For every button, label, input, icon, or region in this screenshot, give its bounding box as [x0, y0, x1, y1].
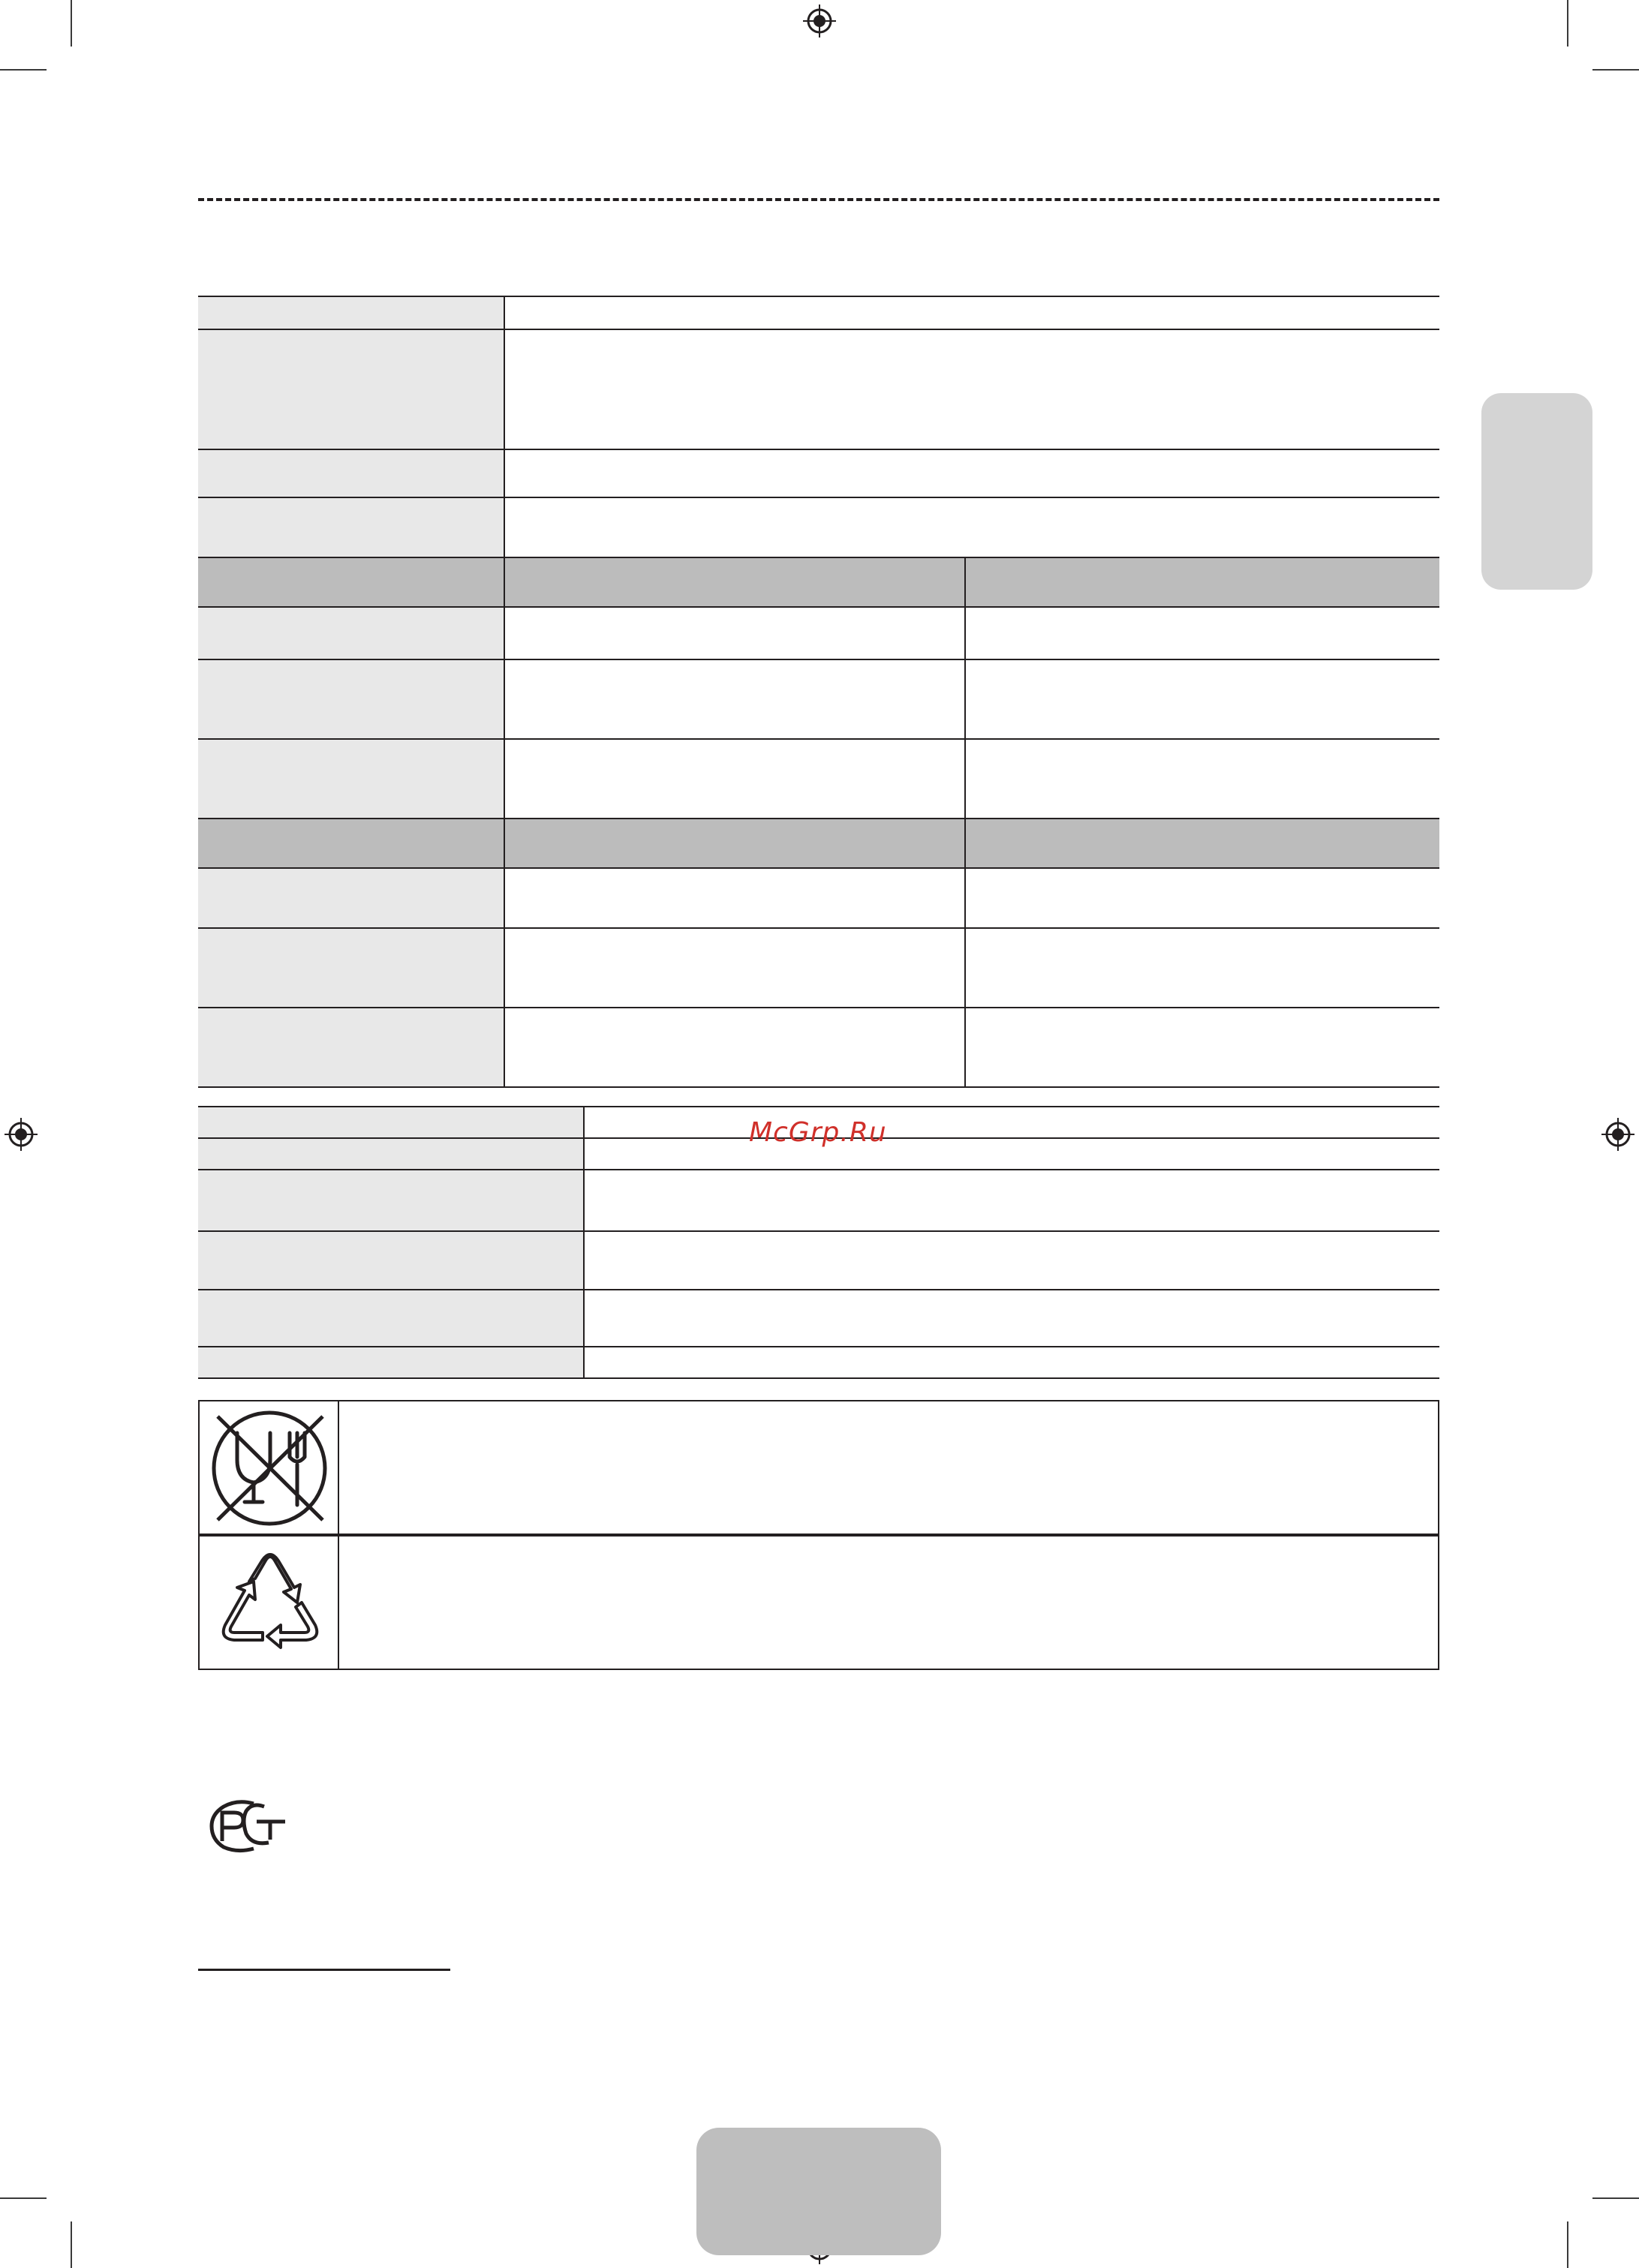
- spec-value-cell: [504, 497, 1439, 557]
- registration-mark-icon: [1601, 1118, 1634, 1151]
- spec-label-cell: [198, 1290, 584, 1347]
- spec-value-cell: [504, 659, 965, 739]
- spec-value-cell: [584, 1290, 1439, 1347]
- registration-mark-icon: [5, 1118, 38, 1151]
- language-side-tab: [1481, 393, 1592, 590]
- spec-value-cell: [584, 1138, 1439, 1170]
- spec-label-cell: [198, 329, 504, 449]
- spec-value-cell: [504, 607, 965, 659]
- spec-value-cell: [584, 1231, 1439, 1290]
- registration-mark-icon: [803, 5, 836, 38]
- spec-value-cell: [504, 739, 965, 819]
- spec-label-cell: [198, 1170, 584, 1231]
- header-cell: [198, 557, 504, 607]
- spec-value-cell: [965, 868, 1439, 928]
- spec-value-cell: [504, 928, 965, 1008]
- spec-label-cell: [198, 296, 504, 329]
- spec-value-cell: [504, 449, 1439, 497]
- recycling-notice-box: [198, 1535, 1439, 1670]
- table-row: [198, 1008, 1439, 1087]
- spec-label-cell: [198, 659, 504, 739]
- recycling-icon: [209, 1543, 332, 1666]
- table-row: [198, 1231, 1439, 1290]
- spec-label-cell: [198, 1138, 584, 1170]
- crop-mark: [0, 2197, 47, 2199]
- table-row: [198, 497, 1439, 557]
- spec-label-cell: [198, 607, 504, 659]
- spec-value-cell: [584, 1347, 1439, 1378]
- spec-label-cell: [198, 1008, 504, 1087]
- table-row: [198, 329, 1439, 449]
- spec-value-cell: [504, 1008, 965, 1087]
- section-divider: [198, 198, 1439, 201]
- watermark: McGrp.Ru: [749, 1117, 887, 1148]
- table-row: [198, 449, 1439, 497]
- crop-mark: [1592, 69, 1639, 71]
- table-row: [198, 296, 1439, 329]
- icon-cell: [200, 1537, 339, 1669]
- gost-r-certification-icon: [207, 1796, 290, 1856]
- spec-value-cell: [584, 1107, 1439, 1138]
- crop-mark: [71, 2221, 72, 2268]
- spec-value-cell: [965, 659, 1439, 739]
- spec-label-cell: [198, 868, 504, 928]
- header-cell: [965, 557, 1439, 607]
- table-row: [198, 739, 1439, 819]
- food-contact-notice-box: [198, 1400, 1439, 1535]
- spec-label-cell: [198, 1347, 584, 1378]
- table-row: [198, 868, 1439, 928]
- crop-mark: [0, 69, 47, 71]
- table-row: [198, 1347, 1439, 1378]
- table-row: [198, 928, 1439, 1008]
- table-row: [198, 1290, 1439, 1347]
- spec-label-cell: [198, 449, 504, 497]
- spec-label-cell: [198, 1231, 584, 1290]
- spec-value-cell: [965, 739, 1439, 819]
- page-number-tab: [696, 2128, 941, 2255]
- table-header-row: [198, 557, 1439, 607]
- footnote-divider: [198, 1969, 450, 1971]
- spec-value-cell: [965, 607, 1439, 659]
- header-cell: [504, 557, 965, 607]
- header-cell: [965, 819, 1439, 868]
- header-cell: [198, 819, 504, 868]
- spec-label-cell: [198, 1107, 584, 1138]
- table-row: [198, 607, 1439, 659]
- spec-value-cell: [584, 1170, 1439, 1231]
- spec-label-cell: [198, 928, 504, 1008]
- table-row: [198, 1170, 1439, 1231]
- table-header-row: [198, 819, 1439, 868]
- header-cell: [504, 819, 965, 868]
- specifications-table: [198, 296, 1439, 1088]
- spec-label-cell: [198, 739, 504, 819]
- icon-cell: [200, 1401, 339, 1534]
- spec-value-cell: [965, 928, 1439, 1008]
- spec-value-cell: [504, 868, 965, 928]
- crop-mark: [1592, 2197, 1639, 2199]
- not-for-food-contact-icon: [209, 1407, 330, 1529]
- crop-mark: [1567, 2221, 1568, 2268]
- spec-value-cell: [965, 1008, 1439, 1087]
- crop-mark: [71, 0, 72, 47]
- spec-label-cell: [198, 497, 504, 557]
- table-row: [198, 659, 1439, 739]
- crop-mark: [1567, 0, 1568, 47]
- spec-value-cell: [504, 329, 1439, 449]
- spec-value-cell: [504, 296, 1439, 329]
